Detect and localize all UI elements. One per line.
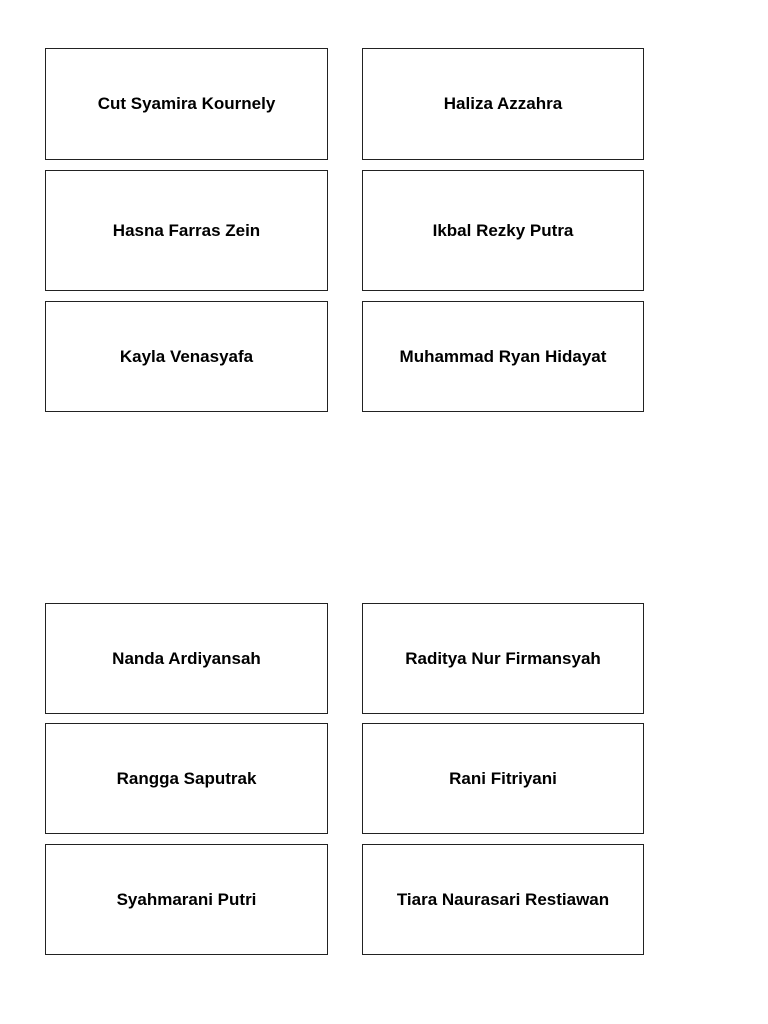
name-card-label: Tiara Naurasari Restiawan [396, 889, 610, 909]
name-card [362, 603, 644, 714]
name-card-label: Rani Fitriyani [449, 768, 557, 788]
name-card-label: Muhammad Ryan Hidayat [399, 346, 607, 366]
name-card-label: Raditya Nur Firmansyah [405, 648, 601, 668]
name-card [362, 723, 644, 834]
name-card-label: Haliza Azzahra [443, 94, 563, 113]
name-card [45, 48, 328, 160]
name-card [362, 844, 644, 955]
name-card [45, 844, 328, 955]
name-card [45, 170, 328, 291]
name-card [362, 301, 644, 412]
name-card-label: Rangga Saputrak [116, 768, 257, 788]
name-card [45, 301, 328, 412]
name-card [362, 170, 644, 291]
name-card [362, 48, 644, 160]
name-card-label: Kayla Venasyafa [119, 346, 254, 366]
name-card-label: Cut Syamira Kournely [97, 94, 276, 113]
name-card-label: Syahmarani Putri [116, 889, 257, 909]
name-card-label: Ikbal Rezky Putra [432, 220, 574, 240]
name-card [45, 603, 328, 714]
name-card-label: Hasna Farras Zein [112, 220, 261, 240]
name-card [45, 723, 328, 834]
name-card-label: Nanda Ardiyansah [112, 648, 261, 668]
